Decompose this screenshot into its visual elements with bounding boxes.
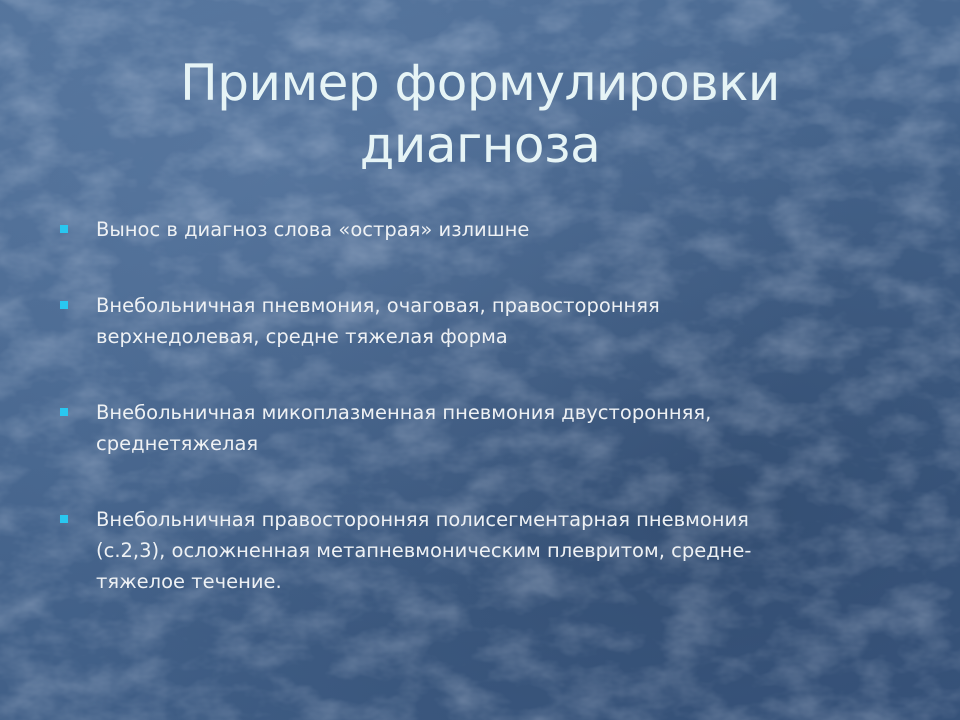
bullet-text-line: Внебольничная микоплазменная пневмония двусторонняя, — [96, 401, 712, 424]
bullet-text-line: верхнедолевая, средне тяжелая форма — [96, 325, 508, 348]
bullet-text-line: тяжелое течение. — [96, 570, 282, 593]
bullet-item-acute-term — [60, 214, 880, 245]
bullet-text-line: (с.2,3), осложненная метапневмоническим плевритом, средне- — [96, 539, 752, 562]
bullet-text-line: Вынос в диагноз слова «острая» излишне — [96, 218, 530, 241]
bullet-list — [60, 214, 880, 597]
bullet-item-mycoplasma-pneumonia — [60, 397, 880, 459]
square-bullet-icon — [60, 515, 68, 523]
title-line-1: Пример формулировки — [180, 54, 780, 112]
slide-title — [100, 52, 860, 176]
title-line-2: диагноза — [359, 116, 601, 174]
bullet-text-line: среднетяжелая — [96, 432, 259, 455]
bullet-item-focal-pneumonia — [60, 290, 880, 352]
square-bullet-icon — [60, 225, 68, 233]
bullet-text-line: Внебольничная правосторонняя полисегментарная пневмония — [96, 508, 749, 531]
square-bullet-icon — [60, 301, 68, 309]
square-bullet-icon — [60, 408, 68, 416]
bullet-item-polysegmental-pneumonia — [60, 504, 880, 597]
bullet-text-line: Внебольничная пневмония, очаговая, правосторонняя — [96, 294, 660, 317]
